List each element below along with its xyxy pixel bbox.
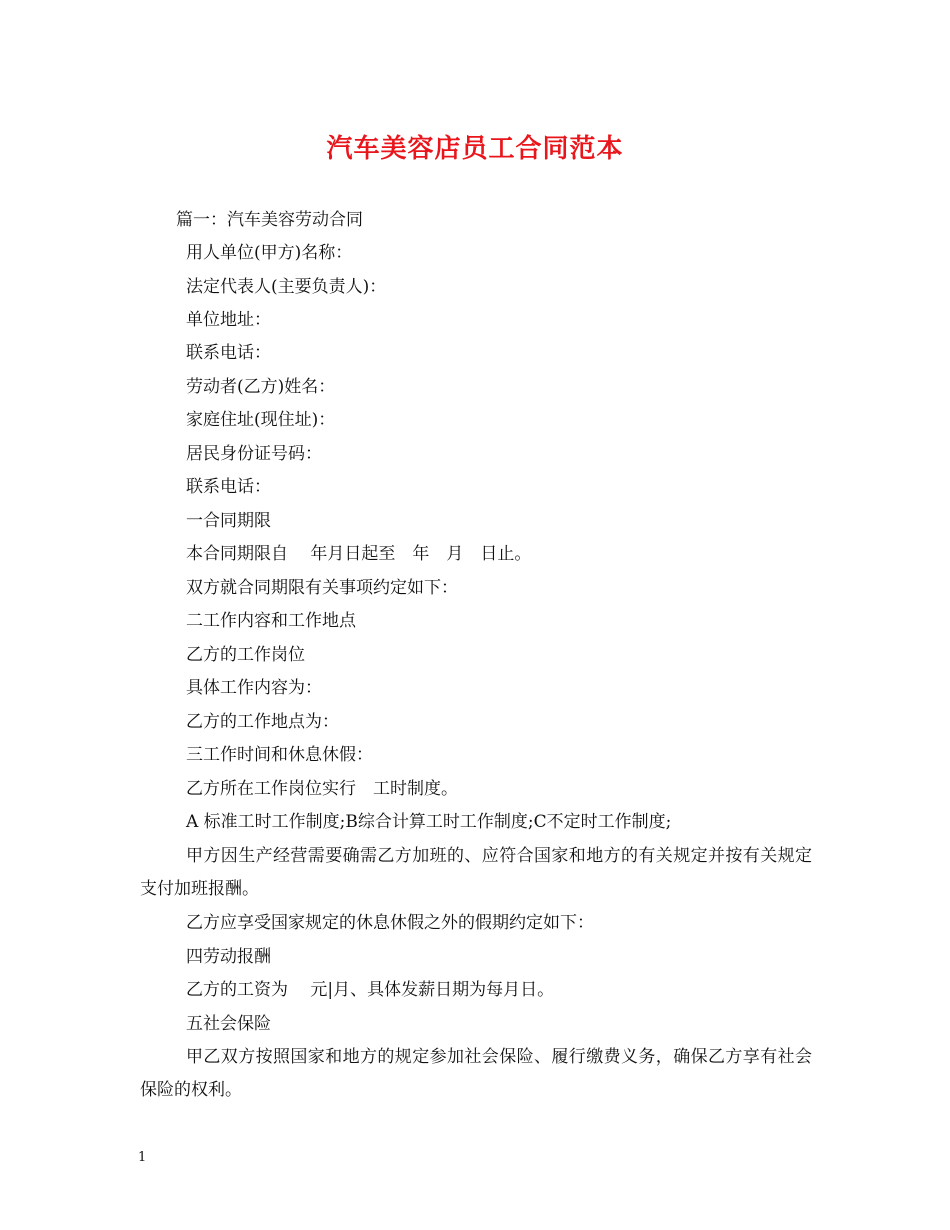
clause-term-agreement: 双方就合同期限有关事项约定如下： [186, 578, 458, 598]
clause-pay-amount: 乙方的工资为 元|月、具体发薪日期为每月日。 [186, 980, 555, 1000]
field-employee-name: 劳动者(乙方)姓名： [186, 377, 336, 397]
clause-holiday: 乙方应享受国家规定的休息休假之外的假期约定如下： [186, 913, 594, 933]
field-employee-address: 家庭住址(现住址)： [186, 410, 336, 430]
clause-heading-pay: 四劳动报酬 [186, 947, 271, 967]
clause-heading-work: 二工作内容和工作地点 [186, 611, 356, 631]
clause-work-position: 乙方的工作岗位 [186, 645, 305, 665]
clause-work-content: 具体工作内容为： [186, 678, 322, 698]
clause-work-location: 乙方的工作地点为： [186, 712, 339, 732]
clause-hours-options: A 标准工时工作制度;B综合计算工时工作制度;C不定时工作制度; [186, 812, 672, 832]
clause-heading-insurance: 五社会保险 [186, 1014, 271, 1034]
clause-term-period: 本合同期限自 年月日起至 年 月 日止。 [186, 544, 532, 564]
section-heading: 篇一：汽车美容劳动合同 [176, 210, 363, 230]
page-number: 1 [138, 1150, 147, 1165]
field-id-number: 居民身份证号码： [186, 444, 322, 464]
field-employer-phone: 联系电话： [186, 343, 271, 363]
clause-heading-hours: 三工作时间和休息休假： [186, 745, 373, 765]
clause-insurance-paragraph: 甲乙双方按照国家和地方的规定参加社会保险、履行缴费义务，确保乙方享有社会保险的权利。 [140, 1047, 812, 1100]
field-employee-phone: 联系电话： [186, 477, 271, 497]
field-legal-representative: 法定代表人(主要负责人)： [186, 277, 387, 297]
field-employer-address: 单位地址： [186, 310, 271, 330]
clause-heading-term: 一合同期限 [186, 511, 271, 531]
document-title: 汽车美容店员工合同范本 [326, 134, 624, 164]
clause-hours-system: 乙方所在工作岗位实行 工时制度。 [186, 779, 458, 799]
field-employer-name: 用人单位(甲方)名称： [186, 243, 353, 263]
clause-overtime-paragraph: 甲方因生产经营需要确需乙方加班的、应符合国家和地方的有关规定并按有关规定支付加班报酬。 [140, 846, 812, 899]
